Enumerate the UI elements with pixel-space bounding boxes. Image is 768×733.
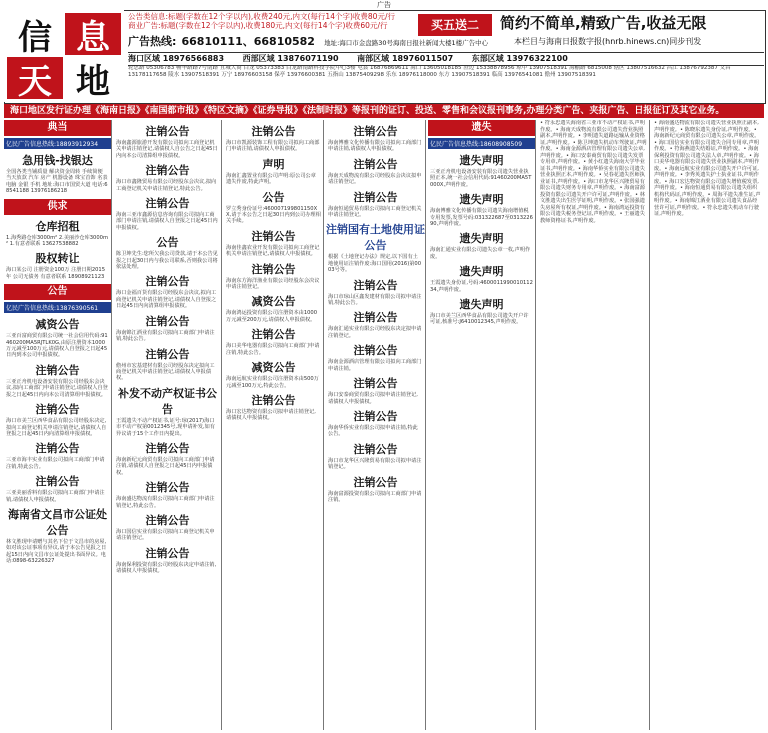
- notice-block: 减资公告 海南远航实业有限公司注册资本由500万元减至100万元,特此公告。: [226, 361, 319, 389]
- logo-char-3: 天: [7, 57, 63, 99]
- ad-body: 三亚美丽香料有限公司拟向工商部门申请注销,请债权人申报债权。: [6, 490, 105, 503]
- notice-block: 注销公告 海口市凯源装饰工程有限公司拟向工商部门申请注销,请债权人申报债权。: [226, 125, 320, 153]
- logo-char-2: 息: [65, 13, 121, 55]
- ad-title: 海南省文昌市公证处公告: [8, 507, 107, 537]
- ad-body: 海口市美兰区西华食品有限公司经股东决定,拟向工商登记机关申请注销登记,请债权人自登报之日起45日内向清算组申报债权。: [6, 418, 107, 437]
- ad-body: 三亚市海丰实业有限公司拟向工商部门申请注销,特此公告。: [6, 457, 105, 470]
- notice-block: 注销公告 海南保利投资有限公司经股东决定申请注销,请债权人申报债权。: [116, 546, 217, 575]
- region-bar: [128, 52, 764, 66]
- lost-notice-block: 遗失声明 海南汇通实业有限公司遗失公章一枚,声明作废。: [430, 232, 531, 260]
- ad-title: 注销公告: [35, 442, 80, 456]
- ad-body: 全国各类当铺质量 解决资金周转 手续简便 当天放款 汽车 房产 机器设备 珠宝首饰 名表 电脑 金银 手机 地址:海口市国贸大道 电话:68541188 13976186218: [6, 169, 108, 195]
- column-4: [326, 120, 426, 730]
- logo-char-4: 地: [76, 61, 110, 102]
- notice-block: 注销公告 海口金福百货有限公司经股东会决议,拟向工商登记机关申请注销登记,请债权人自登报之日起45日内向清算组申报债权。: [116, 275, 217, 310]
- column-6: [538, 120, 650, 730]
- column-1: [4, 120, 112, 730]
- section-lost: 遗失: [428, 120, 535, 136]
- lost-notice-block: 遗失声明 王霞遗失身份证,号码:460001199001011234,声明作废。: [430, 265, 533, 293]
- distribution-banner: 海口地区发行证办理《海南日报》《南国都市报》《特区文摘》《证券导报》《法制时报》等报刊的证订、投送、零售和会议报刊事务,办理分类广告、夹报广告、日报征订及其它业务。: [4, 104, 764, 118]
- hotline-bar: 亿民广告信息热线:18893912934: [4, 138, 111, 149]
- notice-block: 注销公告 儋州市宏基建材有限公司经股东决定拟向工商登记机关申请注销登记,请债权人申报债权。: [116, 347, 215, 382]
- ad-title: 注销公告: [35, 403, 80, 417]
- ad-title: 股权转让: [35, 252, 80, 266]
- notice-block: 公告 陈卫坤先生:您所欠我公司贷款,请于本公告见报之日起30日内与我公司联系,否则我公司将依法处理。: [116, 236, 218, 271]
- notice-block: 公告 罗立秀身份证号:460007199801150XX,请于本公告之日起30日内到公司办理相关手续。: [226, 190, 321, 225]
- notice-block: 注销公告 海口美华电器有限公司拟向工商部门申请注销,特此公告。: [226, 328, 320, 356]
- section-pawn: 典当: [4, 120, 111, 136]
- region-west: 西部区域 13876071190: [242, 54, 339, 63]
- slogan-sub: 本栏目与海南日报数字报(hnrb.hinews.cn)同步刊发: [514, 37, 702, 46]
- ad-rate-line-1: 公告类信息:标题(字数在12个字以内),收费240元,内文(每行14个字)收费80元/行: [128, 12, 395, 21]
- column-2: [114, 120, 222, 730]
- notice-block: 注销公告 海南天成物流有限公司经股东会决议拟申请注销登记。: [328, 157, 422, 186]
- region-haikou: 海口区域 18976566883: [128, 54, 225, 63]
- ad-body: 林文胜现申请赠与其名下位于文昌市的房屋,如对该公证事项有异议,请于本公告见报之日起15日内向文昌市公证处提出书面异议。电话:0898-63226327: [6, 538, 107, 565]
- notice-block: 注销公告 海南盛达物流有限公司拟向工商部门申请注销登记,特此公告。: [116, 481, 215, 509]
- notice-block: 注销公告 海口安泰商贸有限公司拟申请注销登记,请债权人申报债权。: [328, 377, 418, 405]
- ad-title: 注销公告: [35, 363, 80, 377]
- notice-block: 注销公告 海南汇通实业有限公司经股东决定拟申请注销登记。: [328, 311, 422, 339]
- notice-block: 注销公告 海南东方海洋渔业有限公司经股东会决议申请注销登记。: [226, 262, 320, 291]
- ad-title: 急用钱-找银达: [22, 154, 93, 167]
- ad-body: 三亚正舟机电设备安装有限公司经股东会决议,拟向工商部门申请注销登记,请债权人自登报之日起45日内向本公司清算组申报债权。: [6, 378, 108, 398]
- ad-rate-line-2: 商业广告:标题(字数在12个字以内),收费180元,内文(每行14个字)收费60元/行: [128, 21, 388, 30]
- ad-title: 减资公告: [35, 318, 80, 332]
- notice-block: 补发不动产权证书公告 王霞遗失不动产权证书,证号:琼(2017)海口市不动产权第0012345号,现申请补发,如有异议请于15个工作日内提出。: [116, 386, 217, 437]
- region-east: 东部区域 13976322100: [471, 54, 568, 63]
- page-header: 广告: [377, 1, 391, 9]
- section-supply: 供求: [4, 199, 111, 215]
- column-3: [224, 120, 324, 730]
- lost-list: • 符永忠遗失海南省三亚市不动产权证书,声明作废。• 海南天成物流有限公司遗失营业执照副本,声明作废。• 李明遗失道路运输从业资格证,声明作废。• 陈卫坤遗失机动车驾驶证,声明作废。• 海南金源酒店管理有限公司遗失公章,声明作废。• 海口安泰商贸有限公司遗失发票专用章,声明作废。• 黄小红遗失海南大学毕业证书,声明作废。• 海南华侨实业有限公司遗失营业执照正本,声明作废。• 吴春花遗失医师执业证书,声明作废。• 海口市龙华区兴隆贸易有限公司遗失财务专用章,声明作废。• 海南富源投资有限公司遗失开户许可证,声明作废。• 林文胜遗失出生医学证明,声明作废。• 张国强遗失房屋所有权证,声明作废。• 海南鸿运投资有限公司遗失税务登记证,声明作废。• 王丽遗失教师资格证书,声明作废。: [540, 120, 647, 224]
- slogan: 简约不简单,精致广告,收益无限: [500, 14, 707, 32]
- notice-block: 注销公告 海南金源酒店管理有限公司拟向工商部门申请注销。: [328, 344, 422, 372]
- lost-notice-block: 遗失声明 三亚正舟机电设备安装有限公司遗失营业执照正本,统一社会信用代码:91460200MA5T000X,声明作废。: [430, 154, 532, 188]
- notice-block: 注销公告 海南富源投资有限公司拟向工商部门申请注销。: [328, 475, 422, 503]
- ad-body: 三亚百富商贸有限公司统一社会信用代码:91460200MA5RJTLK0G,由原注册资本1000万元减至100万元,请债权人自登报之日起45日内到本公司申报债权。: [6, 333, 108, 359]
- notice-block: 注销公告 海南华侨实业有限公司拟申请注销,特此公告。: [328, 409, 418, 438]
- logo-char-1: 信: [18, 17, 52, 58]
- lost-list: • 海南盛达物流有限公司遗失营业执照正副本,声明作废。• 陈晓东遗失身份证,声明作废。• 海南新纪元商贸有限公司遗失公章,声明作废。• 海口国信实业有限公司遗失合同专用章,声明作废。• 符海燕遗失结婚证,声明作废。• 海南保利投资有限公司遗失法人章,声明作废。• 海口美华电器有限公司遗失营业执照副本,声明作废。• 海南远航实业有限公司遗失开户许可证,声明作废。• 李秀英遗失护士执业证书,声明作废。• 海口宏达物资有限公司遗失增值税发票,声明作废。• 海南恒通贸易有限公司遗失组织机构代码证,声明作废。• 周海平遗失准生证,声明作废。• 海南锦江酒业有限公司遗失食品经营许可证,声明作废。• 符永忠遗失机动车行驶证,声明作废。: [654, 120, 761, 217]
- promo-badge: 买五送二: [418, 14, 492, 36]
- lost-notice-block: 遗失声明 海南博雅文化传播有限公司遗失海南增值税专用发票,发票号码:031322687至031322690,声明作废。: [430, 193, 533, 228]
- address: 地址:海口市金盘路30号海南日报社新闻大楼1楼广告中心: [324, 39, 489, 47]
- notice-block: 减资公告 海南鸿运投资有限公司注册资本由1000万元减至200万元,请债权人申报债权。: [226, 295, 318, 323]
- notice-block: 注销公告 海口宏达物资有限公司拟申请注销登记,请债权人申报债权。: [226, 393, 316, 422]
- ad-title: 仓库招租: [35, 219, 80, 233]
- notice-block: 注销公告 海南新纪元商贸有限公司拟向工商部门申请注销,请债权人自登报之日起45日内申报债权。: [116, 441, 215, 476]
- ad-body: 海口某公司 注册资金100万 注册日期2015年 公司无债务 有意者联系 18908921123: [6, 267, 106, 280]
- notice-block: 注销公告 海口市琼山区鑫发建材有限公司拟申请注销,特此公告。: [328, 278, 422, 307]
- column-5: [428, 120, 536, 730]
- notice-block: 声明 海南汇鑫置业有限公司声明:原公司公章遗失作废,特此声明。: [226, 157, 316, 186]
- notice-block: 注销公告 海口市龙华区兴隆贸易有限公司拟申请注销登记。: [328, 442, 422, 471]
- notice-block: 注销公告 海口市鑫隆贸易有限公司经股东会决议,拟向工商登记机关申请注销登记,特此公告。: [116, 164, 217, 192]
- notice-block: 注销公告 海南佳鑫农业开发有限公司拟向工商登记机关申请注销登记,请债权人申报债权。: [226, 229, 320, 258]
- section-notice: 公告: [4, 284, 111, 300]
- hotline-bar: 亿民广告信息热线:13876390561: [4, 302, 111, 313]
- notice-block: 注销公告 海南三亚市鑫源信息咨询有限公司拟向工商部门申请注销,请债权人自登报之日起45日内申报债权。: [116, 197, 218, 231]
- notice-block: 注销公告 海南恒通贸易有限公司拟向工商登记机关申请注销登记。: [328, 190, 422, 219]
- ad-title: 注销公告: [35, 475, 80, 489]
- ad-body: 1.海秀路仓库3000m² 2.美丽沙仓库3000m² 1.有意者联系 13627538882: [6, 234, 109, 248]
- region-south: 南部区域 18976011507: [357, 54, 454, 63]
- hotline-number: 66810111、66810582: [181, 35, 315, 48]
- notice-block: 注销公告 海南鑫源旅游开发有限公司拟向工商登记机关申请注销登记,请债权人自公告之日起45日内向本公司清算组申报债权。: [116, 125, 218, 159]
- hotline-bar: 亿民广告信息热线:18608908509: [428, 138, 535, 149]
- lost-notice-block: 遗失声明 海口市美兰区西华食品有限公司遗失开户许可证,核准号:J6410012345,声明作废。: [430, 298, 529, 326]
- logo: [4, 10, 124, 102]
- column-7: [652, 120, 764, 730]
- hotline-label: 广告热线:: [128, 35, 177, 48]
- notice-block: 注销国有土地使用证公告 根据《土地登记办法》规定,以下国有土地使用证注销作废:海口国用(2016)第0003号等。: [326, 223, 425, 274]
- notice-block: 注销公告 海南锦江酒业有限公司拟向工商部门申请注销,特此公告。: [116, 314, 215, 343]
- notice-block: 注销公告 海南博雅文化传播有限公司拟向工商部门申请注销,请债权人申报债权。: [328, 125, 422, 153]
- agent-table: 轮思路 05306783 畅华路路7号南路 且城大商 白龙 05373383 白龙路南路科技学院中心3楼 屯县 16876869611 海口 13605018185 澄迈 15338878956 琼中 13907518391 海榆路 6815008 辖区 13807516632 昌江 13876792387 文昌 13178117658 陵水 13907518391 万宁 18976603158 保亭 13976600381 五指山 13875409298 乐东 18976118000 东方 13907518391 临高 13976541081 儋州 13907518391: [128, 65, 731, 78]
- notice-block: 注销公告 海口国信实业有限公司拟向工商登记机关申请注销登记。: [116, 513, 215, 542]
